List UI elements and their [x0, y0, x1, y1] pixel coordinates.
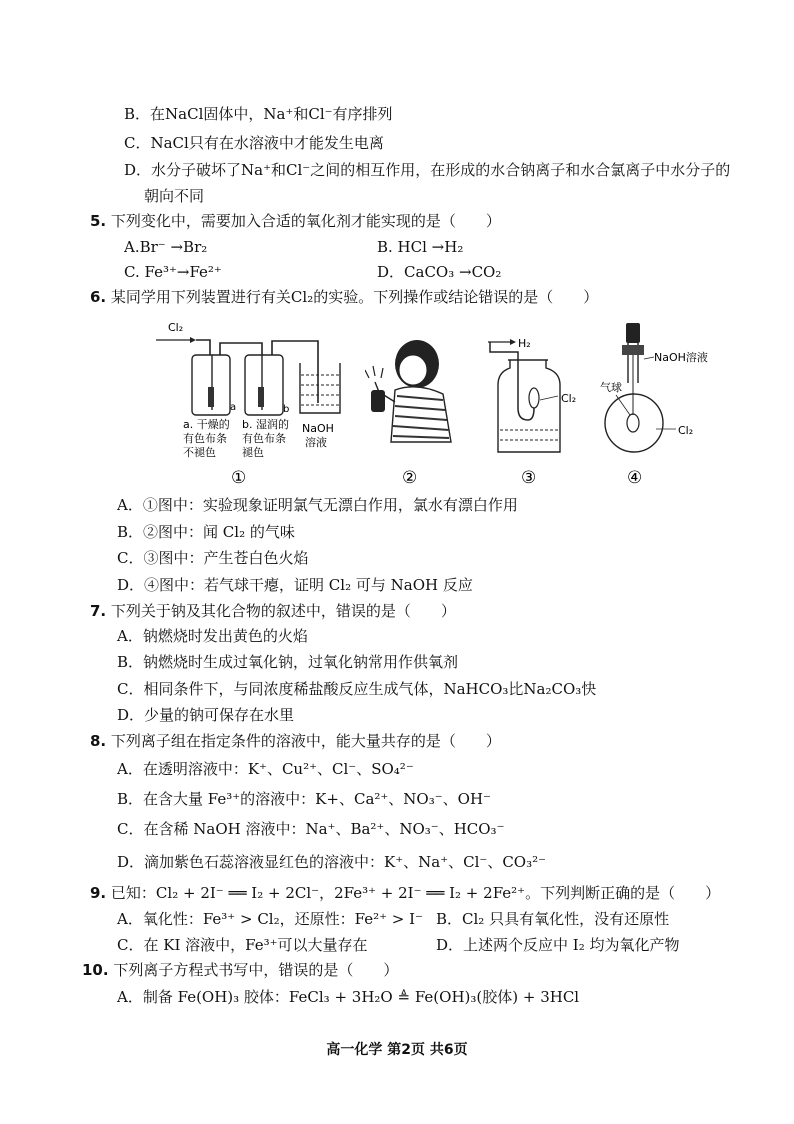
q6-option-c: C．③图中：产生苍白色火焰 [117, 549, 309, 567]
q5-option-b: B. HCl →H₂ [377, 238, 464, 256]
q5-option-d: D．CaCO₃ →CO₂ [377, 263, 502, 281]
q6-stem [90, 287, 598, 307]
q7-number: 7. [90, 602, 107, 620]
q7-option-c: C．相同条件下，与同浓度稀盐酸反应生成气体，NaHCO₃比Na₂CO₃快 [117, 680, 597, 698]
fig1-number: ① [231, 468, 247, 488]
figure-2-student [365, 330, 465, 490]
q9-number: 9. [90, 884, 107, 902]
q10-option-a: A．制备 Fe(OH)₃ 胶体：FeCl₃ + 3H₂O ≜ Fe(OH)₃(胶体) + 3HCl [117, 988, 580, 1006]
q8-option-d: D．滴加紫色石蕊溶液显红色的溶液中：K⁺、Na⁺、Cl⁻、CO₃²⁻ [117, 853, 547, 871]
q5-stem [90, 211, 501, 231]
fig1-dry-text2: 有色布条 [183, 432, 227, 445]
fig1-naoh-text1: NaOH [302, 422, 334, 435]
q10-stem [82, 960, 398, 980]
fig1-dry-text1: a. 干燥的 [183, 418, 230, 431]
q6-stem-text: 某同学用下列装置进行有关Cl₂的实验。下列操作或结论错误的是（ ） [110, 288, 599, 306]
fig3-number: ③ [521, 468, 537, 488]
q7-stem-text: 下列关于钠及其化合物的叙述中，错误的是（ ） [110, 602, 456, 620]
fig3-cl2-label: Cl₂ [561, 392, 577, 405]
q6-option-a: A．①图中：实验现象证明氯气无漂白作用，氯水有漂白作用 [117, 496, 518, 514]
q9-option-c: C．在 KI 溶液中，Fe³⁺可以大量存在 [117, 936, 368, 954]
fig4-cl2-label: Cl₂ [678, 424, 694, 437]
q9-option-b: B．Cl₂ 只具有氧化性，没有还原性 [436, 910, 670, 928]
q5-number: 5. [90, 212, 107, 230]
q7-option-d: D．少量的钠可保存在水里 [117, 706, 295, 724]
q5-option-c: C. Fe³⁺→Fe²⁺ [124, 263, 222, 281]
fig1-wet-text1: b. 湿润的 [242, 418, 289, 431]
q10-number: 10. [82, 961, 109, 979]
q7-stem [90, 601, 456, 621]
q6-number: 6. [90, 288, 107, 306]
fig1-a-label: a [230, 402, 237, 413]
fig4-number: ④ [627, 468, 643, 488]
q4-option-c: C．NaCl只有在水溶液中才能发生电离 [124, 134, 384, 152]
q4-option-d-line1: D．水分子破坏了Na⁺和Cl⁻之间的相互作用，在形成的水合钠离子和水合氯离子中水分子的 [124, 161, 731, 179]
fig4-balloon-label: 气球 [600, 381, 622, 394]
figure-1-apparatus [150, 315, 355, 490]
q4-option-d-line2: 朝向不同 [144, 187, 205, 205]
q8-option-c: C．在含稀 NaOH 溶液中：Na⁺、Ba²⁺、NO₃⁻、HCO₃⁻ [117, 820, 505, 838]
page-footer: 高一化学 第2页 共6页 [326, 1042, 468, 1058]
q9-option-d: D．上述两个反应中 I₂ 均为氧化产物 [436, 936, 680, 954]
q9-option-a: A．氧化性：Fe³⁺ > Cl₂，还原性：Fe²⁺ > I⁻ [117, 910, 423, 928]
figure-3-h2-burning [488, 330, 588, 490]
fig1-dry-text3: 不褪色 [183, 446, 216, 459]
figure-4-flask-balloon [592, 315, 742, 490]
q10-stem-text: 下列离子方程式书写中，错误的是（ ） [113, 961, 399, 979]
q7-option-b: B．钠燃烧时生成过氧化钠，过氧化钠常用作供氧剂 [117, 653, 459, 671]
fig2-number: ② [402, 468, 418, 488]
q5-stem-text: 下列变化中，需要加入合适的氧化剂才能实现的是（ ） [110, 212, 501, 230]
q8-number: 8. [90, 732, 107, 750]
q8-stem [90, 731, 501, 751]
fig4-naoh-label: NaOH溶液 [654, 351, 708, 364]
q7-option-a: A．钠燃烧时发出黄色的火焰 [117, 627, 308, 645]
q8-option-b: B．在含大量 Fe³⁺的溶液中：K+、Ca²⁺、NO₃⁻、OH⁻ [117, 790, 491, 808]
q6-option-b: B．②图中：闻 Cl₂ 的气味 [117, 523, 295, 541]
q5-option-a: A.Br⁻ →Br₂ [124, 238, 208, 256]
fig3-h2-label: H₂ [518, 337, 531, 350]
q8-option-a: A．在透明溶液中：K⁺、Cu²⁺、Cl⁻、SO₄²⁻ [117, 760, 414, 778]
q8-stem-text: 下列离子组在指定条件的溶液中，能大量共存的是（ ） [110, 732, 501, 750]
fig1-wet-text2: 有色布条 [242, 432, 286, 445]
fig1-naoh-text2: 溶液 [305, 436, 327, 449]
fig1-wet-text3: 褪色 [242, 446, 264, 459]
q4-option-b: B．在NaCl固体中，Na⁺和Cl⁻有序排列 [124, 105, 393, 123]
fig1-b-label: b [283, 404, 290, 415]
fig1-cl2-label: Cl₂ [168, 321, 184, 334]
q9-stem [90, 883, 720, 903]
q6-option-d: D．④图中：若气球干瘪，证明 Cl₂ 可与 NaOH 反应 [117, 576, 473, 594]
q9-stem-text: 已知：Cl₂ + 2I⁻ ══ I₂ + 2Cl⁻，2Fe³⁺ + 2I⁻ ══ I₂ + 2Fe²⁺。下列判断正确的是（ ） [110, 884, 721, 902]
